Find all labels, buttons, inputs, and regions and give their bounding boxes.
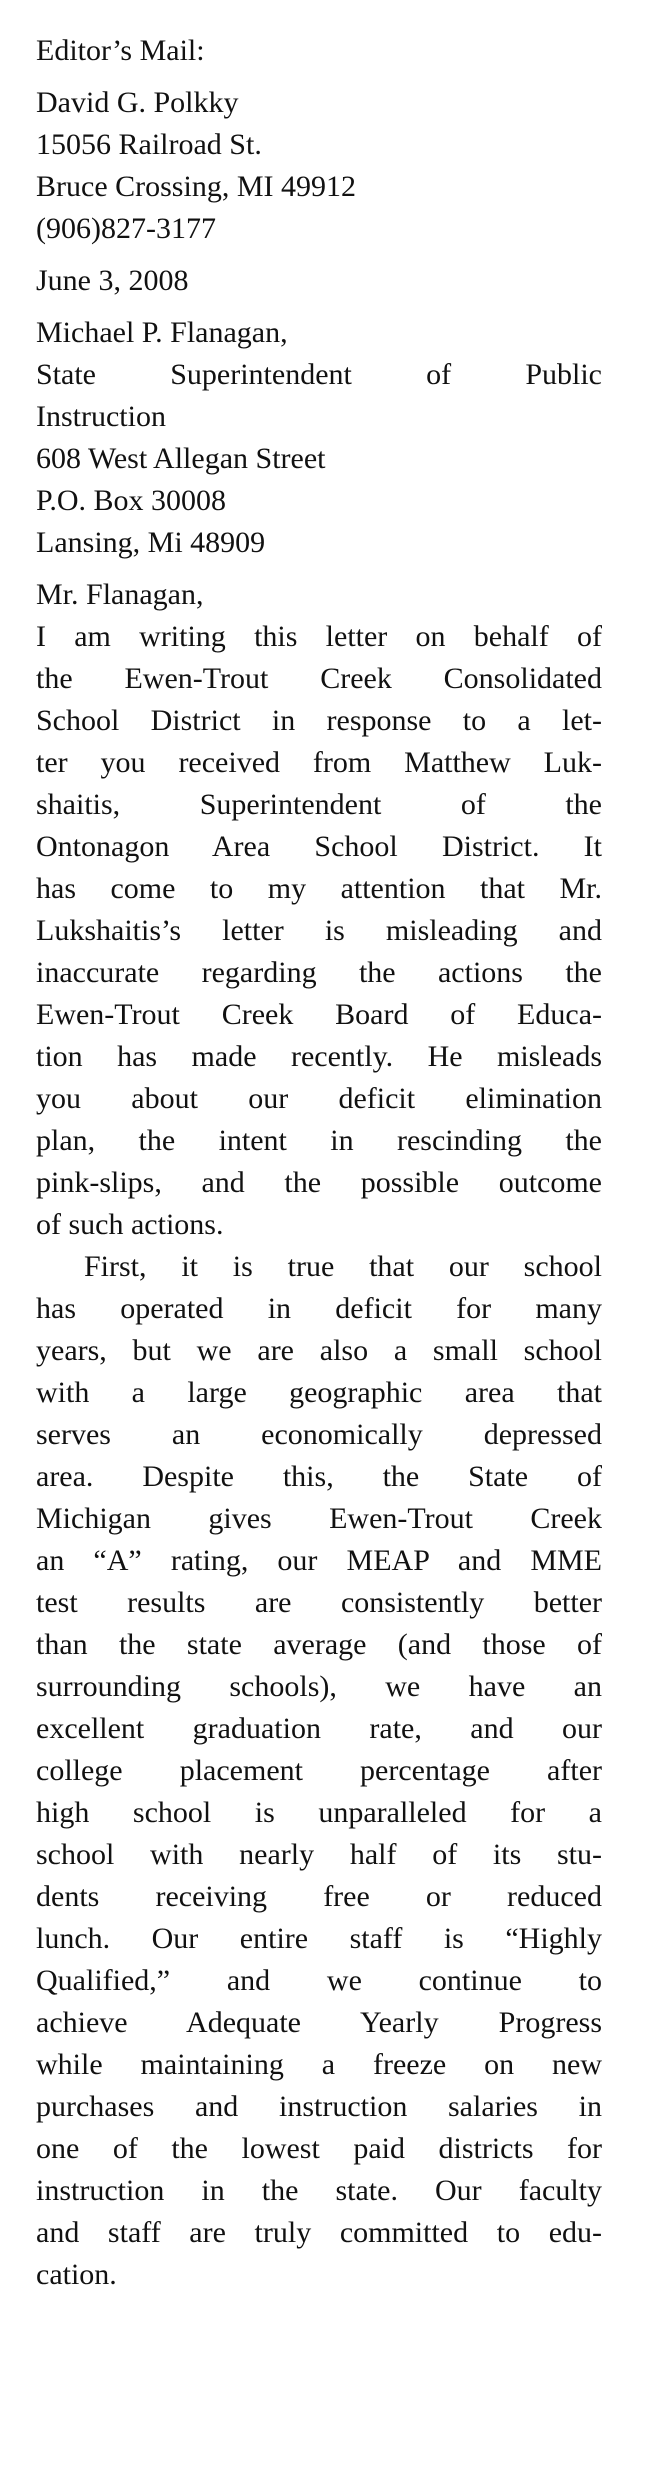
paragraph-1 <box>36 616 602 1246</box>
sender-street: 15056 Railroad St. <box>36 128 262 161</box>
recipient-line-1: Michael P. Flanagan, <box>36 316 288 349</box>
text-line: the Ewen-Trout Creek Consolidated <box>36 662 602 695</box>
text-line: has operated in deficit for many <box>36 1292 602 1325</box>
recipient-address <box>36 312 602 564</box>
text-line: an “A” rating, our MEAP and MME <box>36 1544 602 1577</box>
letter-date: June 3, 2008 <box>36 264 189 297</box>
recipient-line-5: P.O. Box 30008 <box>36 484 227 517</box>
text-line: than the state average (and those of <box>36 1628 602 1661</box>
text-line: area. Despite this, the State of <box>36 1460 602 1493</box>
recipient-line-4: 608 West Allegan Street <box>36 442 326 475</box>
text-line: achieve Adequate Yearly Progress <box>36 2006 602 2039</box>
text-line: Ontonagon Area School District. It <box>36 830 602 863</box>
text-line: high school is unparalleled for a <box>36 1796 602 1829</box>
text-line: tion has made recently. He misleads <box>36 1040 602 1073</box>
text-line: and staff are truly committed to edu- <box>36 2216 602 2249</box>
recipient-line-6: Lansing, Mi 48909 <box>36 526 266 559</box>
text-line: dents receiving free or reduced <box>36 1880 602 1913</box>
section-header: Editor’s Mail: <box>36 34 205 67</box>
text-line: instruction in the state. Our faculty <box>36 2174 602 2207</box>
text-line: surrounding schools), we have an <box>36 1670 602 1703</box>
sender-phone: (906)827-3177 <box>36 212 216 245</box>
text-line: Lukshaitis’s letter is misleading and <box>36 914 602 947</box>
text-line: purchases and instruction salaries in <box>36 2090 602 2123</box>
text-line: college placement percentage after <box>36 1754 602 1787</box>
text-line: school with nearly half of its stu- <box>36 1838 602 1871</box>
text-line: pink-slips, and the possible outcome <box>36 1166 602 1199</box>
text-line: with a large geographic area that <box>36 1376 602 1409</box>
text-line: plan, the intent in rescinding the <box>36 1124 602 1157</box>
text-line: lunch. Our entire staff is “Highly <box>36 1922 602 1955</box>
recipient-line-2: State Superintendent of Public <box>36 358 602 391</box>
text-line: one of the lowest paid districts for <box>36 2132 602 2165</box>
text-line: serves an economically depressed <box>36 1418 602 1451</box>
text-line: excellent graduation rate, and our <box>36 1712 602 1745</box>
text-line: of such actions. <box>36 1208 224 1241</box>
text-line: test results are consistently better <box>36 1586 602 1619</box>
text-line: Ewen-Trout Creek Board of Educa- <box>36 998 602 1031</box>
text-line: I am writing this letter on behalf of <box>36 620 602 653</box>
paragraph-2 <box>36 1246 602 2296</box>
text-line: shaitis, Superintendent of the <box>36 788 602 821</box>
text-line: ter you received from Matthew Luk- <box>36 746 602 779</box>
text-line: has come to my attention that Mr. <box>36 872 602 905</box>
text-line: while maintaining a freeze on new <box>36 2048 602 2081</box>
sender-city: Bruce Crossing, MI 49912 <box>36 170 356 203</box>
sender-address <box>36 82 602 250</box>
letter-column <box>36 30 602 2296</box>
text-line: years, but we are also a small school <box>36 1334 602 1367</box>
recipient-line-3: Instruction <box>36 400 166 433</box>
text-line: Qualified,” and we continue to <box>36 1964 602 1997</box>
text-line: you about our deficit elimination <box>36 1082 602 1115</box>
text-line: Michigan gives Ewen-Trout Creek <box>36 1502 602 1535</box>
text-line: First, it is true that our school <box>84 1250 602 1283</box>
text-line: School District in response to a let- <box>36 704 602 737</box>
sender-name: David G. Polkky <box>36 86 239 119</box>
text-line: cation. <box>36 2258 117 2291</box>
salutation: Mr. Flanagan, <box>36 578 204 611</box>
text-line: inaccurate regarding the actions the <box>36 956 602 989</box>
